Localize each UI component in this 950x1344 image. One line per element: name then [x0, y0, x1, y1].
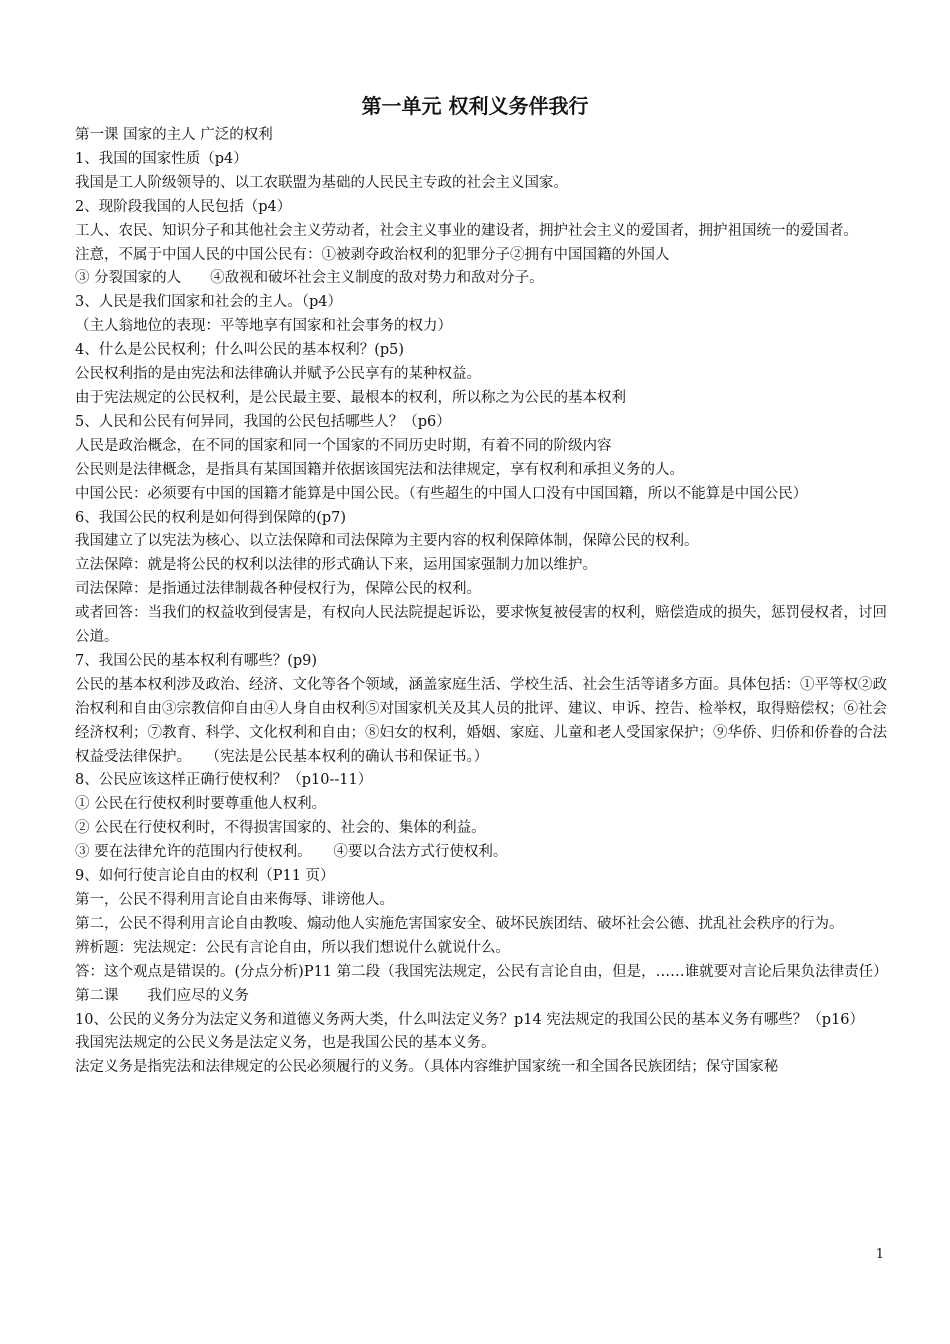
body-text: 中国公民：必须要有中国的国籍才能算是中国公民。（有些超生的中国人口没有中国国籍，所以不能算是中国公民） [75, 485, 808, 502]
question-heading: 5、人民和公民有何异同，我国的公民包括哪些人？（p6） [75, 413, 451, 430]
body-text: 我国建立了以宪法为核心、以立法保障和司法保障为主要内容的权利保障体制，保障公民的权利。 [75, 533, 699, 550]
question-heading: 9、如何行使言论自由的权利（P11 页） [75, 868, 335, 885]
body-text: （主人翁地位的表现：平等地享有国家和社会事务的权力） [75, 318, 452, 335]
body-text: ③ 分裂国家的人 ④敌视和破坏社会主义制度的敌对势力和敌对分子。 [75, 270, 544, 287]
body-text: ① 公民在行使权利时要尊重他人权利。 [75, 796, 327, 813]
question-heading: 6、我国公民的权利是如何得到保障的(p7) [75, 509, 347, 526]
body-text: 法定义务是指宪法和法律规定的公民必须履行的义务。（具体内容维护国家统一和全国各民族团结；保守国家秘 [75, 1059, 779, 1076]
question-heading: 10、公民的义务分为法定义务和道德义务两大类，什么叫法定义务？p14 宪法规定的我国公民的基本义务有哪些？（p16） [75, 1011, 865, 1028]
body-text: 由于宪法规定的公民权利，是公民最主要、最根本的权利，所以称之为公民的基本权利 [75, 389, 626, 406]
body-text: ③ 要在法律允许的范围内行使权利。 ④要以合法方式行使权利。 [75, 844, 508, 861]
body-text: 司法保障：是指通过法律制裁各种侵权行为，保障公民的权利。 [75, 581, 481, 598]
body-text: 注意，不属于中国人民的中国公民有：①被剥夺政治权利的犯罪分子②拥有中国国籍的外国人 [75, 246, 670, 263]
body-text: 第一，公民不得利用言论自由来侮辱、诽谤他人。 [75, 892, 394, 908]
question-heading: 1、我国的国家性质（p4） [75, 150, 248, 167]
body-text: 公民权利指的是由宪法和法律确认并赋予公民享有的某种权益。 [75, 366, 481, 383]
document-title: 第一单元 权利义务伴我行 [361, 94, 589, 118]
body-text: 工人、农民、知识分子和其他社会主义劳动者，社会主义事业的建设者，拥护社会主义的爱国者，拥护祖国统一的爱国者。 [75, 222, 858, 239]
body-text: ② 公民在行使权利时，不得损害国家的、社会的、集体的利益。 [75, 820, 486, 837]
body-text: 答：这个观点是错误的。(分点分析)P11 第二段（我国宪法规定，公民有言论自由，但是，……谁就要对言论后果负法律责任） [75, 963, 888, 980]
question-heading: 4、什么是公民权利；什么叫公民的基本权利？(p5) [75, 342, 405, 359]
body-text: 我国是工人阶级领导的、以工农联盟为基础的人民民主专政的社会主义国家。 [75, 174, 568, 191]
body-text: 公民则是法律概念，是指具有某国国籍并依据该国宪法和法律规定，享有权利和承担义务的人。 [75, 461, 684, 478]
body-text: 辨析题：宪法规定：公民有言论自由，所以我们想说什么就说什么。 [75, 939, 510, 956]
body-text: 我国宪法规定的公民义务是法定义务，也是我国公民的基本义务。 [75, 1035, 496, 1052]
question-heading: 7、我国公民的基本权利有哪些？(p9) [75, 652, 318, 669]
body-text: 第二，公民不得利用言论自由教唆、煽动他人实施危害国家安全、破坏民族团结、破坏社会公德、扰乱社会秩序的行为。 [75, 915, 844, 932]
question-heading: 2、现阶段我国的人民包括（p4） [75, 198, 292, 215]
lesson-heading: 第一课 国家的主人 广泛的权利 [75, 127, 273, 143]
question-heading: 3、人民是我们国家和社会的主人。（p4） [75, 294, 342, 311]
body-text: 立法保障：就是将公民的权利以法律的形式确认下来，运用国家强制力加以维护。 [75, 557, 597, 574]
body-text: 人民是政治概念，在不同的国家和同一个国家的不同历史时期，有着不同的阶级内容 [75, 437, 612, 454]
page-number: 1 [875, 1247, 884, 1262]
question-heading: 8、公民应该这样正确行使权利？（p10--11） [75, 772, 373, 789]
body-text: 公民的基本权利涉及政治、经济、文化等各个领域，涵盖家庭生活、学校生活、社会生活等诸多方面。具体包括：①平等权②政治权利和自由③宗教信仰自由④人身自由权利⑤对国家机关及其人员的批评、建议、申诉、控告、检举权，取得赔偿权；⑥社会经济权利；⑦教育、科学、文化权利和自由；⑧妇女的权利，婚姻、家庭、儿童和老人受国家保护；⑨华侨、归侨和侨眷的合法权益受法律保护。 （宪法是公民基本权利的确认书和保证书。） [75, 676, 887, 765]
body-text: 或者回答：当我们的权益收到侵害是，有权向人民法院提起诉讼，要求恢复被侵害的权利，赔偿造成的损失，惩罚侵权者，讨回公道。 [75, 605, 887, 646]
lesson-heading: 第二课 我们应尽的义务 [75, 987, 249, 1004]
document-body [75, 124, 890, 1080]
